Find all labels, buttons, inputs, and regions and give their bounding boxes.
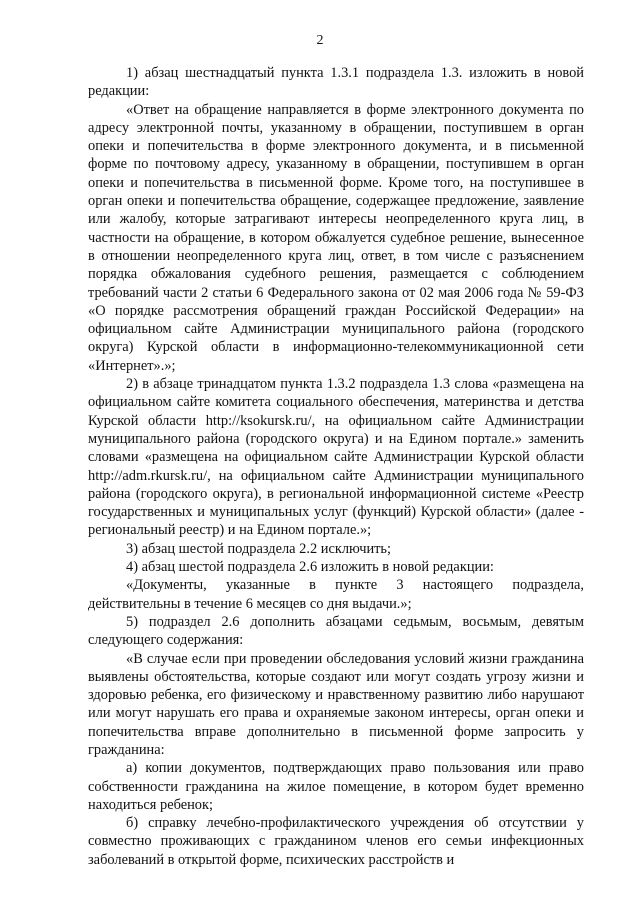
paragraph-4: 3) абзац шестой подраздела 2.2 исключить;	[126, 540, 391, 557]
paragraph-2: «Ответ на обращение направляется в форме электронного документа по адресу электронной почты, указанному в обращении, поступившем в орган опеки и попечительства в форме электронного документа, и в письменной форме по почтовому адресу, указанному в обращении, поступившем в орган опеки и попечительства в письменной форме. Кроме того, на поступившее в орган опеки и попечительства обращение, содержащее предложение, заявление или жалобу, которые затрагивают интересы неопределенного круга лиц, в частности на обращение, в котором обжалуется судебное решение, вынесенное в отношении неопределенного круга лиц, ответ, в том числе с разъяснением порядка обжалования судебного решения, размещается с соблюдением требований части 2 статьи 6 Федерального закона от 02 мая 2006 года № 59-ФЗ «О порядке рассмотрения обращений граждан Российской Федерации» на официальном сайте Администрации муниципального района (городского округа) Курской области в информационно-телекоммуникационной сети «Интернет».»;	[88, 101, 584, 374]
paragraph-6: «Документы, указанные в пункте 3 настоящего подраздела, действительны в течение 6 месяцев со дня выдачи.»;	[88, 577, 584, 612]
paragraph-9: а) копии документов, подтверждающих право пользования или право собственности гражданина на жилое помещение, в котором будет временно находиться ребенок;	[88, 760, 584, 813]
page-number: 2	[316, 33, 324, 48]
paragraph-7: 5) подраздел 2.6 дополнить абзацами седьмым, восьмым, девятым следующего содержания:	[88, 613, 584, 649]
paragraph-5: 4) абзац шестой подраздела 2.6 изложить в новой редакции:	[126, 559, 494, 576]
paragraph-3: 2) в абзаце тринадцатом пункта 1.3.2 подраздела 1.3 слова «размещена на официальном сайте комитета социального обеспечения, материнства и детства Курской области http://ksokursk.ru/, на официальном сайте Администрации муниципального района (городского округа) и на Едином портале.» заменить словами «размещена на официальном сайте Администрации Курской области http://adm.rkursk.ru/, на официальном сайте Администрации муниципального района (городского округа), в региональной информационной системе «Реестр государственных и муниципальных услуг (функций) Курской области» (далее - региональный реестр) и на Едином портале.»;	[88, 376, 584, 539]
document-body	[88, 64, 584, 869]
paragraph-1: 1) абзац шестнадцатый пункта 1.3.1 подраздела 1.3. изложить в новой редакции:	[88, 65, 584, 100]
paragraph-10: б) справку лечебно-профилактического учреждения об отсутствии у совместно проживающих с гражданином членов его семьи инфекционных заболеваний в открытой форме, психических расстройств и	[88, 815, 584, 868]
paragraph-8: «В случае если при проведении обследования условий жизни гражданина выявлены обстоятельства, которые создают или могут создать угрозу жизни и здоровью ребенка, его физическому и нравственному развитию либо нарушают или могут нарушать его права и охраняемые законом интересы, орган опеки и попечительства вправе дополнительно в письменной форме запросить у гражданина:	[88, 650, 584, 758]
